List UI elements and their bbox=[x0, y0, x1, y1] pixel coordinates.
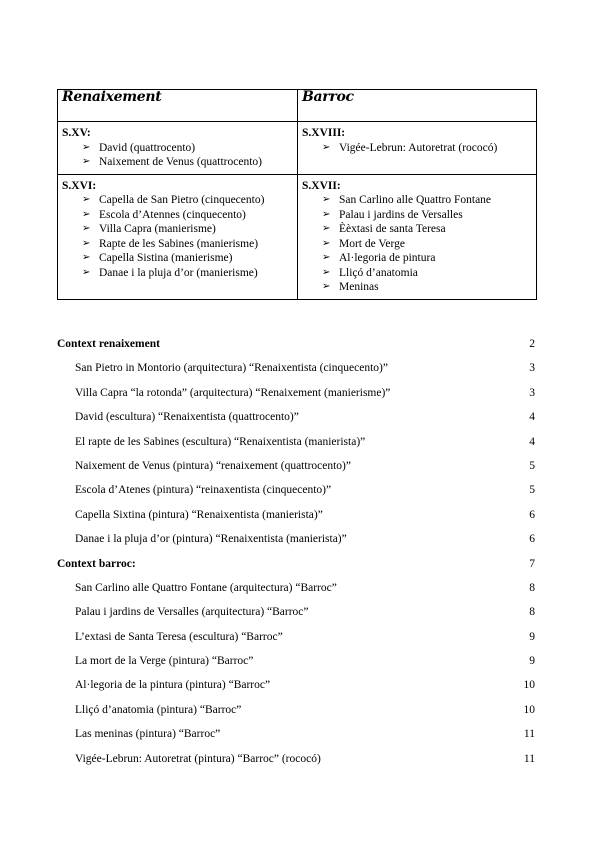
list-item bbox=[82, 237, 293, 252]
toc-page-number: 6 bbox=[529, 533, 535, 546]
list-item bbox=[322, 251, 532, 266]
arrow-bullet-icon: ➢ bbox=[322, 237, 331, 249]
toc-entry-title: San Pietro in Montorio (arquitectura) “Renaixentista (cinquecento)” bbox=[75, 362, 388, 375]
arrow-bullet-icon: ➢ bbox=[82, 194, 91, 205]
table-body bbox=[58, 122, 537, 300]
toc-entry-title: La mort de la Verge (pintura) “Barroc” bbox=[75, 655, 254, 668]
artwork-list bbox=[302, 193, 532, 295]
toc-entry[interactable] bbox=[57, 411, 537, 435]
toc-page-number: 9 bbox=[529, 630, 535, 643]
toc-entry[interactable] bbox=[57, 533, 537, 557]
toc-entry[interactable] bbox=[57, 509, 537, 533]
toc-section-entry[interactable] bbox=[57, 338, 537, 362]
list-item bbox=[322, 222, 532, 237]
toc-page-number: 11 bbox=[523, 728, 535, 741]
toc-entry-title: Capella Sixtina (pintura) “Renaixentista (manierista)” bbox=[75, 508, 323, 521]
list-item bbox=[82, 266, 293, 281]
toc-entry[interactable] bbox=[57, 362, 537, 386]
century-heading: S.XVII: bbox=[302, 179, 341, 192]
arrow-bullet-icon: ➢ bbox=[322, 141, 331, 153]
list-item-text: San Carlino alle Quattro Fontane bbox=[339, 194, 492, 206]
renaixement-cell bbox=[58, 122, 298, 175]
list-item-text: Capella Sistina (manierisme) bbox=[99, 252, 233, 264]
toc-page-number: 9 bbox=[529, 655, 535, 668]
list-item-text: David (quattrocento) bbox=[99, 141, 196, 154]
toc-entry-title: El rapte de les Sabines (escultura) “Renaixentista (manierista)” bbox=[75, 435, 366, 448]
list-item-text: Vigée-Lebrun: Autoretrat (rococó) bbox=[339, 141, 498, 154]
century-heading: S.XVIII: bbox=[302, 127, 346, 139]
periods-table bbox=[57, 89, 537, 300]
toc-page-number: 6 bbox=[529, 508, 535, 521]
toc-entry-title: Naixement de Venus (pintura) “renaixement (quattrocento)” bbox=[75, 459, 351, 472]
toc-entry-title: Context barroc: bbox=[57, 557, 136, 570]
toc-entry[interactable] bbox=[57, 655, 537, 679]
list-item-text: Èèxtasi de santa Teresa bbox=[339, 223, 446, 235]
toc-entry-title: Al·legoria de la pintura (pintura) “Barroc” bbox=[75, 679, 271, 692]
artwork-list bbox=[62, 141, 293, 170]
arrow-bullet-icon: ➢ bbox=[82, 223, 91, 234]
list-item bbox=[82, 193, 293, 208]
arrow-bullet-icon: ➢ bbox=[82, 252, 91, 263]
renaixement-cell bbox=[58, 174, 298, 299]
arrow-bullet-icon: ➢ bbox=[322, 208, 331, 220]
arrow-bullet-icon: ➢ bbox=[322, 194, 331, 205]
list-item-text: Mort de Verge bbox=[339, 237, 406, 250]
list-item bbox=[82, 208, 293, 223]
toc-page-number: 3 bbox=[529, 362, 535, 375]
toc-entry-title: Las meninas (pintura) “Barroc” bbox=[75, 728, 221, 741]
toc-entry-title: Context renaixement bbox=[57, 338, 160, 350]
list-item bbox=[322, 280, 532, 295]
toc-page-number: 10 bbox=[523, 703, 535, 716]
toc-page-number: 11 bbox=[523, 752, 535, 765]
barroc-cell bbox=[298, 174, 537, 299]
barroc-cell bbox=[298, 122, 537, 175]
century-heading: S.XVI: bbox=[62, 179, 97, 192]
arrow-bullet-icon: ➢ bbox=[82, 208, 91, 220]
toc-page-number: 8 bbox=[529, 581, 535, 594]
toc-page-number: 8 bbox=[529, 606, 535, 619]
list-item-text: Naixement de Venus (quattrocento) bbox=[99, 156, 262, 168]
list-item-text: Escola d’Atennes (cinquecento) bbox=[99, 208, 246, 221]
toc-entry[interactable] bbox=[57, 728, 537, 752]
toc-entry[interactable] bbox=[57, 631, 537, 655]
toc-page-number: 10 bbox=[523, 679, 535, 692]
toc-entry-title: Danae i la pluja d’or (pintura) “Renaixentista (manierista)” bbox=[75, 533, 347, 546]
toc-page-number: 4 bbox=[529, 411, 535, 424]
toc-entry-title: Escola d’Atenes (pintura) “reinaxentista (cinquecento)” bbox=[75, 484, 332, 497]
toc-entry-title: David (escultura) “Renaixentista (quattrocento)” bbox=[75, 411, 299, 424]
toc-section-entry[interactable] bbox=[57, 558, 537, 582]
list-item bbox=[82, 251, 293, 266]
list-item bbox=[322, 266, 532, 281]
arrow-bullet-icon: ➢ bbox=[322, 223, 331, 234]
arrow-bullet-icon: ➢ bbox=[82, 237, 91, 249]
table-row bbox=[58, 174, 537, 299]
arrow-bullet-icon: ➢ bbox=[322, 252, 331, 263]
toc-entry-title: Lliçó d’anatomia (pintura) “Barroc” bbox=[75, 703, 242, 716]
list-item-text: Meninas bbox=[339, 281, 379, 293]
table-row bbox=[58, 122, 537, 175]
toc-entry[interactable] bbox=[57, 484, 537, 508]
header-barroc: Barroc bbox=[298, 90, 537, 122]
arrow-bullet-icon: ➢ bbox=[82, 156, 91, 167]
list-item bbox=[82, 155, 293, 170]
arrow-bullet-icon: ➢ bbox=[322, 266, 331, 278]
toc-entry-title: Palau i jardins de Versalles (arquitectura) “Barroc” bbox=[75, 606, 309, 619]
toc-page-number: 2 bbox=[529, 338, 535, 350]
list-item bbox=[322, 193, 532, 208]
list-item bbox=[322, 208, 532, 223]
toc-entry-title: Villa Capra “la rotonda” (arquitectura) “Renaixement (manierisme)” bbox=[75, 386, 391, 399]
toc-entry-title: Vigée-Lebrun: Autoretrat (pintura) “Barroc” (rococó) bbox=[75, 752, 321, 765]
list-item-text: Capella de San Pietro (cinquecento) bbox=[99, 194, 265, 206]
toc-page-number: 3 bbox=[529, 386, 535, 399]
list-item bbox=[82, 222, 293, 237]
header-renaixement: Renaixement bbox=[58, 90, 298, 122]
toc-entry[interactable] bbox=[57, 606, 537, 630]
list-item-text: Al·legoria de pintura bbox=[339, 252, 436, 264]
arrow-bullet-icon: ➢ bbox=[82, 266, 91, 278]
arrow-bullet-icon: ➢ bbox=[322, 281, 331, 292]
toc-page-number: 7 bbox=[529, 557, 535, 570]
toc-entry[interactable] bbox=[57, 582, 537, 606]
list-item-text: Palau i jardins de Versalles bbox=[339, 208, 463, 221]
list-item bbox=[322, 141, 532, 156]
artwork-list bbox=[62, 193, 293, 280]
century-heading: S.XV: bbox=[62, 127, 91, 139]
arrow-bullet-icon: ➢ bbox=[82, 141, 91, 153]
toc-entry[interactable] bbox=[57, 679, 537, 703]
list-item-text: Danae i la pluja d’or (manierisme) bbox=[99, 266, 258, 279]
toc-entry-title: L’extasi de Santa Teresa (escultura) “Barroc” bbox=[75, 630, 283, 643]
toc-entry[interactable] bbox=[57, 436, 537, 460]
toc-entry[interactable] bbox=[57, 387, 537, 411]
toc-entry[interactable] bbox=[57, 753, 537, 777]
list-item bbox=[82, 141, 293, 156]
toc-entry[interactable] bbox=[57, 704, 537, 728]
toc-entry[interactable] bbox=[57, 460, 537, 484]
list-item bbox=[322, 237, 532, 252]
list-item-text: Rapte de les Sabines (manierisme) bbox=[99, 237, 259, 250]
artwork-list bbox=[302, 141, 532, 156]
list-item-text: Lliçó d’anatomia bbox=[339, 266, 418, 279]
toc-page-number: 4 bbox=[529, 435, 535, 448]
toc-page-number: 5 bbox=[529, 459, 535, 472]
list-item-text: Villa Capra (manierisme) bbox=[99, 223, 216, 235]
toc-page-number: 5 bbox=[529, 484, 535, 497]
toc-entry-title: San Carlino alle Quattro Fontane (arquitectura) “Barroc” bbox=[75, 581, 337, 594]
table-of-contents bbox=[57, 338, 537, 777]
